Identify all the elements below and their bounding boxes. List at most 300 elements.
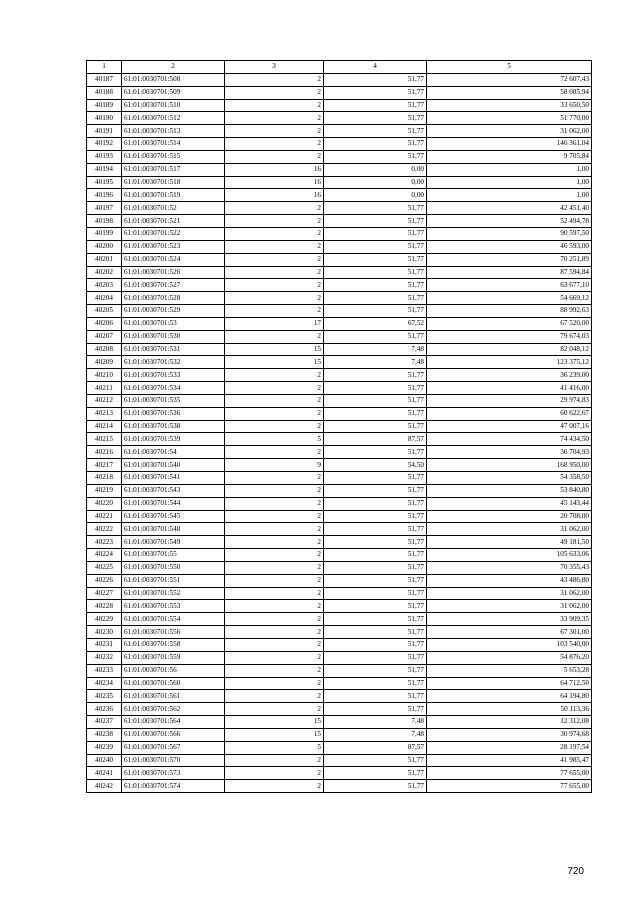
value-cell: 105 633,06 <box>427 549 592 562</box>
row-number-cell: 40189 <box>87 99 122 112</box>
cadastral-number-cell: 61:01:0030701:550 <box>122 561 225 574</box>
value-cell: 43 486,80 <box>427 574 592 587</box>
value-cell: 60 622,67 <box>427 407 592 420</box>
table-row <box>87 150 592 163</box>
type-code-cell: 2 <box>225 292 324 305</box>
cadastral-number-cell: 61:01:0030701:566 <box>122 728 225 741</box>
row-number-cell: 40232 <box>87 651 122 664</box>
value-cell: 45 143,44 <box>427 497 592 510</box>
table-row <box>87 138 592 151</box>
type-code-cell: 2 <box>225 227 324 240</box>
value-cell: 30 974,68 <box>427 728 592 741</box>
area-cell: 51,77 <box>324 549 427 562</box>
type-code-cell: 2 <box>225 125 324 138</box>
type-code-cell: 2 <box>225 330 324 343</box>
row-number-cell: 40242 <box>87 780 122 793</box>
row-number-cell: 40204 <box>87 292 122 305</box>
cadastral-number-cell: 61:01:0030701:556 <box>122 626 225 639</box>
table-row <box>87 215 592 228</box>
table-row <box>87 227 592 240</box>
row-number-cell: 40217 <box>87 459 122 472</box>
value-cell: 49 181,50 <box>427 536 592 549</box>
cadastral-number-cell: 61:01:0030701:528 <box>122 292 225 305</box>
value-cell: 168 950,00 <box>427 459 592 472</box>
area-cell: 51,77 <box>324 253 427 266</box>
cadastral-number-cell: 61:01:0030701:510 <box>122 99 225 112</box>
value-cell: 31 062,00 <box>427 125 592 138</box>
cadastral-number-cell: 61:01:0030701:545 <box>122 510 225 523</box>
row-number-cell: 40200 <box>87 240 122 253</box>
value-cell: 58 085,94 <box>427 86 592 99</box>
type-code-cell: 2 <box>225 638 324 651</box>
cadastral-number-cell: 61:01:0030701:527 <box>122 279 225 292</box>
cadastral-number-cell: 61:01:0030701:549 <box>122 536 225 549</box>
value-cell: 36 704,93 <box>427 446 592 459</box>
value-cell: 103 540,00 <box>427 638 592 651</box>
type-code-cell: 2 <box>225 626 324 639</box>
row-number-cell: 40211 <box>87 382 122 395</box>
row-number-cell: 40238 <box>87 728 122 741</box>
table-row <box>87 99 592 112</box>
value-cell: 82 048,12 <box>427 343 592 356</box>
row-number-cell: 40216 <box>87 446 122 459</box>
value-cell: 70 251,89 <box>427 253 592 266</box>
table-row <box>87 484 592 497</box>
table-row <box>87 472 592 485</box>
table-row <box>87 459 592 472</box>
area-cell: 51,77 <box>324 446 427 459</box>
area-cell: 51,77 <box>324 73 427 86</box>
table-row <box>87 446 592 459</box>
row-number-cell: 40228 <box>87 600 122 613</box>
area-cell: 51,77 <box>324 86 427 99</box>
cadastral-number-cell: 61:01:0030701:509 <box>122 86 225 99</box>
cadastral-number-cell: 61:01:0030701:524 <box>122 253 225 266</box>
value-cell: 41 985,47 <box>427 754 592 767</box>
type-code-cell: 2 <box>225 780 324 793</box>
row-number-cell: 40212 <box>87 394 122 407</box>
cadastral-number-cell: 61:01:0030701:567 <box>122 741 225 754</box>
type-code-cell: 2 <box>225 613 324 626</box>
value-cell: 67 520,00 <box>427 317 592 330</box>
value-cell: 64 712,50 <box>427 677 592 690</box>
type-code-cell: 2 <box>225 536 324 549</box>
area-cell: 87,57 <box>324 741 427 754</box>
type-code-cell: 2 <box>225 266 324 279</box>
cadastral-number-cell: 61:01:0030701:518 <box>122 176 225 189</box>
row-number-cell: 40230 <box>87 626 122 639</box>
table-row <box>87 780 592 793</box>
row-number-cell: 40226 <box>87 574 122 587</box>
area-cell: 51,77 <box>324 227 427 240</box>
row-number-cell: 40237 <box>87 716 122 729</box>
value-cell: 53 840,80 <box>427 484 592 497</box>
area-cell: 51,77 <box>324 780 427 793</box>
row-number-cell: 40221 <box>87 510 122 523</box>
value-cell: 77 655,00 <box>427 767 592 780</box>
row-number-cell: 40240 <box>87 754 122 767</box>
area-cell: 51,77 <box>324 215 427 228</box>
table-row <box>87 690 592 703</box>
value-cell: 74 434,50 <box>427 433 592 446</box>
type-code-cell: 2 <box>225 240 324 253</box>
row-number-cell: 40223 <box>87 536 122 549</box>
row-number-cell: 40218 <box>87 472 122 485</box>
row-number-cell: 40215 <box>87 433 122 446</box>
type-code-cell: 2 <box>225 523 324 536</box>
area-cell: 51,77 <box>324 651 427 664</box>
area-cell: 51,77 <box>324 497 427 510</box>
cadastral-number-cell: 61:01:0030701:517 <box>122 163 225 176</box>
area-cell: 51,77 <box>324 240 427 253</box>
type-code-cell: 2 <box>225 150 324 163</box>
area-cell: 51,77 <box>324 394 427 407</box>
table-row <box>87 163 592 176</box>
value-cell: 42 451,40 <box>427 202 592 215</box>
value-cell: 79 674,03 <box>427 330 592 343</box>
cadastral-number-cell: 61:01:0030701:551 <box>122 574 225 587</box>
row-number-cell: 40222 <box>87 523 122 536</box>
value-cell: 41 416,00 <box>427 382 592 395</box>
table-row <box>87 253 592 266</box>
value-cell: 72 607,43 <box>427 73 592 86</box>
type-code-cell: 2 <box>225 305 324 318</box>
page-number: 720 <box>567 866 584 877</box>
area-cell: 51,77 <box>324 523 427 536</box>
type-code-cell: 2 <box>225 99 324 112</box>
cadastral-number-cell: 61:01:0030701:554 <box>122 613 225 626</box>
area-cell: 7,48 <box>324 356 427 369</box>
table-row <box>87 279 592 292</box>
value-cell: 146 361,04 <box>427 138 592 151</box>
value-cell: 29 974,83 <box>427 394 592 407</box>
area-cell: 67,52 <box>324 317 427 330</box>
cadastral-number-cell: 61:01:0030701:553 <box>122 600 225 613</box>
table-row <box>87 536 592 549</box>
cadastral-number-cell: 61:01:0030701:561 <box>122 690 225 703</box>
row-number-cell: 40195 <box>87 176 122 189</box>
area-cell: 7,48 <box>324 716 427 729</box>
area-cell: 51,77 <box>324 561 427 574</box>
area-cell: 51,77 <box>324 767 427 780</box>
table-row <box>87 574 592 587</box>
table-row <box>87 420 592 433</box>
row-number-cell: 40190 <box>87 112 122 125</box>
cadastral-number-cell: 61:01:0030701:533 <box>122 369 225 382</box>
row-number-cell: 40241 <box>87 767 122 780</box>
table-row <box>87 407 592 420</box>
row-number-cell: 40205 <box>87 305 122 318</box>
row-number-cell: 40199 <box>87 227 122 240</box>
value-cell: 47 007,16 <box>427 420 592 433</box>
row-number-cell: 40234 <box>87 677 122 690</box>
type-code-cell: 2 <box>225 600 324 613</box>
cadastral-number-cell: 61:01:0030701:559 <box>122 651 225 664</box>
type-code-cell: 2 <box>225 677 324 690</box>
table-row <box>87 664 592 677</box>
value-cell: 33 909,35 <box>427 613 592 626</box>
value-cell: 54 876,20 <box>427 651 592 664</box>
table-row <box>87 369 592 382</box>
row-number-cell: 40219 <box>87 484 122 497</box>
row-number-cell: 40198 <box>87 215 122 228</box>
area-cell: 0,00 <box>324 163 427 176</box>
table-row <box>87 382 592 395</box>
value-cell: 54 669,12 <box>427 292 592 305</box>
type-code-cell: 17 <box>225 317 324 330</box>
table-row <box>87 497 592 510</box>
type-code-cell: 15 <box>225 716 324 729</box>
value-cell: 64 194,80 <box>427 690 592 703</box>
area-cell: 51,77 <box>324 677 427 690</box>
area-cell: 51,77 <box>324 510 427 523</box>
value-cell: 20 708,00 <box>427 510 592 523</box>
area-cell: 87,57 <box>324 433 427 446</box>
type-code-cell: 2 <box>225 86 324 99</box>
table-row <box>87 343 592 356</box>
row-number-cell: 40191 <box>87 125 122 138</box>
row-number-cell: 40196 <box>87 189 122 202</box>
row-number-cell: 40224 <box>87 549 122 562</box>
value-cell: 46 593,00 <box>427 240 592 253</box>
value-cell: 70 355,43 <box>427 561 592 574</box>
value-cell: 33 650,50 <box>427 99 592 112</box>
type-code-cell: 2 <box>225 574 324 587</box>
cadastral-number-cell: 61:01:0030701:538 <box>122 420 225 433</box>
value-cell: 67 301,00 <box>427 626 592 639</box>
value-cell: 5 653,28 <box>427 664 592 677</box>
type-code-cell: 2 <box>225 202 324 215</box>
row-number-cell: 40209 <box>87 356 122 369</box>
table-row <box>87 305 592 318</box>
cadastral-number-cell: 61:01:0030701:560 <box>122 677 225 690</box>
table-row <box>87 176 592 189</box>
table-row <box>87 741 592 754</box>
area-cell: 51,77 <box>324 112 427 125</box>
row-number-cell: 40220 <box>87 497 122 510</box>
table-row <box>87 266 592 279</box>
cadastral-number-cell: 61:01:0030701:515 <box>122 150 225 163</box>
table-row <box>87 125 592 138</box>
area-cell: 51,77 <box>324 330 427 343</box>
table-row <box>87 356 592 369</box>
area-cell: 51,77 <box>324 279 427 292</box>
value-cell: 63 677,10 <box>427 279 592 292</box>
row-number-cell: 40188 <box>87 86 122 99</box>
column-header: 1 <box>87 61 122 74</box>
row-number-cell: 40207 <box>87 330 122 343</box>
cadastral-number-cell: 61:01:0030701:513 <box>122 125 225 138</box>
cadastral-number-cell: 61:01:0030701:558 <box>122 638 225 651</box>
table-row <box>87 728 592 741</box>
column-header: 3 <box>225 61 324 74</box>
type-code-cell: 2 <box>225 369 324 382</box>
type-code-cell: 16 <box>225 163 324 176</box>
cadastral-number-cell: 61:01:0030701:570 <box>122 754 225 767</box>
value-cell: 31 062,00 <box>427 523 592 536</box>
value-cell: 1,00 <box>427 176 592 189</box>
cadastral-number-cell: 61:01:0030701:55 <box>122 549 225 562</box>
type-code-cell: 16 <box>225 176 324 189</box>
area-cell: 54,50 <box>324 459 427 472</box>
row-number-cell: 40193 <box>87 150 122 163</box>
area-cell: 51,77 <box>324 613 427 626</box>
row-number-cell: 40197 <box>87 202 122 215</box>
table-row <box>87 600 592 613</box>
cadastral-number-cell: 61:01:0030701:56 <box>122 664 225 677</box>
area-cell: 7,48 <box>324 343 427 356</box>
table-row <box>87 510 592 523</box>
area-cell: 51,77 <box>324 266 427 279</box>
value-cell: 1,00 <box>427 189 592 202</box>
type-code-cell: 2 <box>225 549 324 562</box>
area-cell: 51,77 <box>324 202 427 215</box>
area-cell: 0,00 <box>324 189 427 202</box>
value-cell: 31 062,00 <box>427 587 592 600</box>
value-cell: 51 770,00 <box>427 112 592 125</box>
cadastral-number-cell: 61:01:0030701:535 <box>122 394 225 407</box>
cadastral-number-cell: 61:01:0030701:548 <box>122 523 225 536</box>
value-cell: 52 494,78 <box>427 215 592 228</box>
table-row <box>87 549 592 562</box>
cadastral-number-cell: 61:01:0030701:531 <box>122 343 225 356</box>
table-row <box>87 317 592 330</box>
table-row <box>87 767 592 780</box>
row-number-cell: 40187 <box>87 73 122 86</box>
type-code-cell: 2 <box>225 73 324 86</box>
row-number-cell: 40194 <box>87 163 122 176</box>
table-row <box>87 613 592 626</box>
area-cell: 51,77 <box>324 754 427 767</box>
cadastral-number-cell: 61:01:0030701:564 <box>122 716 225 729</box>
type-code-cell: 2 <box>225 472 324 485</box>
value-cell: 9 705,84 <box>427 150 592 163</box>
type-code-cell: 2 <box>225 703 324 716</box>
type-code-cell: 2 <box>225 497 324 510</box>
cadastral-number-cell: 61:01:0030701:573 <box>122 767 225 780</box>
table-row <box>87 523 592 536</box>
table-row <box>87 716 592 729</box>
cadastral-number-cell: 61:01:0030701:543 <box>122 484 225 497</box>
area-cell: 51,77 <box>324 99 427 112</box>
cadastral-number-cell: 61:01:0030701:544 <box>122 497 225 510</box>
table-row <box>87 86 592 99</box>
column-header: 4 <box>324 61 427 74</box>
area-cell: 51,77 <box>324 536 427 549</box>
cadastral-number-cell: 61:01:0030701:526 <box>122 266 225 279</box>
value-cell: 123 375,12 <box>427 356 592 369</box>
type-code-cell: 2 <box>225 446 324 459</box>
area-cell: 0,00 <box>324 176 427 189</box>
row-number-cell: 40225 <box>87 561 122 574</box>
type-code-cell: 2 <box>225 510 324 523</box>
value-cell: 54 358,50 <box>427 472 592 485</box>
type-code-cell: 9 <box>225 459 324 472</box>
table-row <box>87 292 592 305</box>
value-cell: 87 594,84 <box>427 266 592 279</box>
cadastral-number-cell: 61:01:0030701:52 <box>122 202 225 215</box>
type-code-cell: 2 <box>225 420 324 433</box>
area-cell: 51,77 <box>324 664 427 677</box>
cadastral-number-cell: 61:01:0030701:536 <box>122 407 225 420</box>
value-cell: 31 062,00 <box>427 600 592 613</box>
table-row <box>87 638 592 651</box>
row-number-cell: 40213 <box>87 407 122 420</box>
type-code-cell: 2 <box>225 767 324 780</box>
area-cell: 51,77 <box>324 484 427 497</box>
area-cell: 51,77 <box>324 305 427 318</box>
row-number-cell: 40227 <box>87 587 122 600</box>
cadastral-number-cell: 61:01:0030701:514 <box>122 138 225 151</box>
column-header: 2 <box>122 61 225 74</box>
row-number-cell: 40239 <box>87 741 122 754</box>
type-code-cell: 2 <box>225 651 324 664</box>
row-number-cell: 40236 <box>87 703 122 716</box>
cadastral-number-cell: 61:01:0030701:552 <box>122 587 225 600</box>
row-number-cell: 40203 <box>87 279 122 292</box>
row-number-cell: 40192 <box>87 138 122 151</box>
row-number-cell: 40208 <box>87 343 122 356</box>
area-cell: 51,77 <box>324 292 427 305</box>
cadastral-number-cell: 61:01:0030701:562 <box>122 703 225 716</box>
type-code-cell: 16 <box>225 189 324 202</box>
column-header: 5 <box>427 61 592 74</box>
cadastral-number-cell: 61:01:0030701:522 <box>122 227 225 240</box>
type-code-cell: 2 <box>225 690 324 703</box>
area-cell: 51,77 <box>324 369 427 382</box>
table-row <box>87 626 592 639</box>
cadastral-number-cell: 61:01:0030701:54 <box>122 446 225 459</box>
table-row <box>87 677 592 690</box>
cadastral-number-cell: 61:01:0030701:519 <box>122 189 225 202</box>
cadastral-number-cell: 61:01:0030701:574 <box>122 780 225 793</box>
table-row <box>87 189 592 202</box>
table-row <box>87 651 592 664</box>
table-row <box>87 703 592 716</box>
table-row <box>87 433 592 446</box>
type-code-cell: 2 <box>225 587 324 600</box>
cadastral-number-cell: 61:01:0030701:539 <box>122 433 225 446</box>
type-code-cell: 5 <box>225 433 324 446</box>
row-number-cell: 40229 <box>87 613 122 626</box>
row-number-cell: 40214 <box>87 420 122 433</box>
table-row <box>87 754 592 767</box>
table-row <box>87 561 592 574</box>
type-code-cell: 2 <box>225 407 324 420</box>
row-number-cell: 40235 <box>87 690 122 703</box>
type-code-cell: 2 <box>225 561 324 574</box>
type-code-cell: 2 <box>225 215 324 228</box>
row-number-cell: 40201 <box>87 253 122 266</box>
value-cell: 50 113,36 <box>427 703 592 716</box>
value-cell: 90 597,50 <box>427 227 592 240</box>
area-cell: 51,77 <box>324 150 427 163</box>
type-code-cell: 2 <box>225 112 324 125</box>
type-code-cell: 15 <box>225 356 324 369</box>
type-code-cell: 2 <box>225 754 324 767</box>
header-row <box>87 61 592 74</box>
area-cell: 51,77 <box>324 382 427 395</box>
cadastral-number-cell: 61:01:0030701:529 <box>122 305 225 318</box>
area-cell: 51,77 <box>324 407 427 420</box>
type-code-cell: 15 <box>225 728 324 741</box>
type-code-cell: 2 <box>225 138 324 151</box>
cadastral-number-cell: 61:01:0030701:532 <box>122 356 225 369</box>
type-code-cell: 2 <box>225 484 324 497</box>
table-row <box>87 73 592 86</box>
value-cell: 12 312,08 <box>427 716 592 729</box>
value-cell: 77 655,00 <box>427 780 592 793</box>
